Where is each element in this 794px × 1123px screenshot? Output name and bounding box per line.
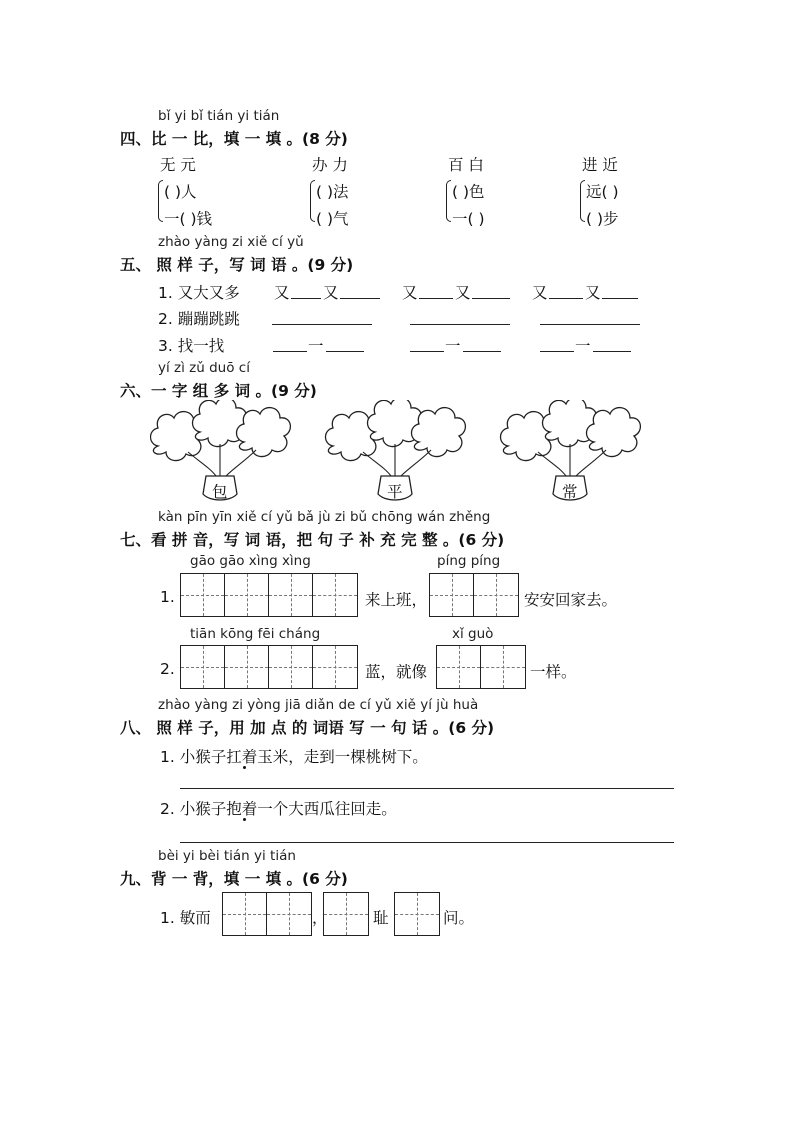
- s4-brace-3: [446, 180, 451, 222]
- s8-q1-answer-line[interactable]: [180, 788, 674, 789]
- s5-item3-char3: 一: [575, 337, 591, 355]
- s9-q1-grid3[interactable]: [394, 892, 440, 936]
- grid-cell[interactable]: [267, 893, 311, 935]
- s5-item1-blank5[interactable]: [549, 298, 583, 299]
- grid-cell[interactable]: [395, 893, 439, 935]
- grid-cell[interactable]: [269, 574, 313, 616]
- s5-pinyin: zhào yàng zi xiě cí yǔ: [158, 234, 304, 250]
- s9-q1-grid1[interactable]: [222, 892, 312, 936]
- s6-char-2: 平: [387, 483, 403, 501]
- s4-title: 四、比 一 比，填 一 填 。(8 分): [120, 130, 348, 148]
- s4-pair-head-3: 百 白: [448, 156, 484, 174]
- word-tree-diagram: [150, 400, 710, 510]
- grid-cell[interactable]: [313, 574, 357, 616]
- grid-cell[interactable]: [225, 646, 269, 688]
- s5-item3-blank3[interactable]: [410, 351, 444, 352]
- s5-item1-char1: 又: [274, 284, 290, 302]
- s5-item3-blank4[interactable]: [463, 351, 501, 352]
- s9-q1-start: 1. 敏而: [160, 909, 211, 927]
- grid-cell[interactable]: [474, 574, 518, 616]
- grid-cell[interactable]: [324, 893, 368, 935]
- s4-pair2-row2[interactable]: ( )气: [316, 210, 349, 228]
- grid-cell[interactable]: [269, 646, 313, 688]
- s7-q1-grid2[interactable]: [429, 573, 519, 617]
- s4-pair4-row2[interactable]: ( )步: [586, 210, 619, 228]
- grid-cell[interactable]: [225, 574, 269, 616]
- s7-q2-pinyin1: tiān kōng fēi cháng: [190, 626, 321, 642]
- s4-pair2-row1[interactable]: ( )法: [316, 183, 349, 201]
- tree-3-cloud-right: [587, 408, 641, 457]
- s8-q2-answer-line[interactable]: [180, 842, 674, 843]
- s9-q1-mid: 耻: [373, 909, 389, 927]
- grid-cell[interactable]: [430, 574, 474, 616]
- s4-pinyin: bǐ yi bǐ tián yi tián: [158, 108, 280, 124]
- s9-q1-end: 问。: [443, 909, 475, 927]
- grid-cell[interactable]: [437, 646, 481, 688]
- s7-pinyin: kàn pīn yīn xiě cí yǔ bǎ jù zi bǔ chōng wán zhěng: [158, 509, 491, 525]
- s6-title: 六、一 字 组 多 词 。(9 分): [120, 382, 317, 400]
- s5-item1-char5: 又: [532, 284, 548, 302]
- tree-2-cloud-mid: [368, 400, 422, 447]
- s7-q1-num: 1.: [160, 588, 175, 606]
- s5-item1-blank1[interactable]: [291, 298, 321, 299]
- tree-1-cloud-right: [237, 408, 291, 457]
- s9-q1-grid2[interactable]: [323, 892, 369, 936]
- tree-1-cloud-mid: [193, 400, 247, 447]
- tree-3-cloud-mid: [543, 400, 597, 447]
- s5-item2-label: 2. 蹦蹦跳跳: [158, 310, 240, 328]
- s7-q1-end: 安安回家去。: [524, 591, 618, 609]
- s6-pinyin: yí zì zǔ duō cí: [158, 360, 250, 376]
- s5-item3-blank6[interactable]: [593, 351, 631, 352]
- s8-pinyin: zhào yàng zi yòng jiā diǎn de cí yǔ xiě yí jù huà: [158, 697, 479, 713]
- s5-item2-blank3[interactable]: [540, 324, 640, 325]
- s7-q2-mid: 蓝，就像: [365, 663, 428, 681]
- grid-cell[interactable]: [481, 646, 525, 688]
- s9-q1-comma: ，: [312, 909, 328, 927]
- s5-item3-blank1[interactable]: [273, 351, 307, 352]
- s7-q2-num: 2.: [160, 660, 175, 678]
- s4-pair-head-2: 办 力: [312, 156, 348, 174]
- s7-q1-pinyin1: gāo gāo xìng xìng: [190, 553, 311, 569]
- s5-item3-label: 3. 找一找: [158, 337, 225, 355]
- s4-pair3-row2[interactable]: 一( ): [452, 210, 485, 228]
- s5-item2-blank2[interactable]: [410, 324, 510, 325]
- s5-item1-char4: 又: [455, 284, 471, 302]
- grid-cell[interactable]: [223, 893, 267, 935]
- s5-item1-blank4[interactable]: [472, 298, 510, 299]
- s7-q2-pinyin2: xǐ guò: [452, 626, 494, 642]
- tree-2-cloud-right: [412, 408, 466, 457]
- s4-pair-head-1: 无 元: [160, 156, 196, 174]
- s5-item1-char3: 又: [402, 284, 418, 302]
- s7-q1-pinyin2: píng píng: [437, 553, 501, 569]
- s5-item1-blank3[interactable]: [419, 298, 453, 299]
- s5-item1-blank2[interactable]: [340, 298, 380, 299]
- s5-item1-blank6[interactable]: [602, 298, 638, 299]
- s4-pair3-row1[interactable]: ( )色: [452, 183, 485, 201]
- s8-q1: 1. 小猴子扛着玉米，走到一棵桃树下。: [160, 748, 428, 766]
- s5-item1-char2: 又: [323, 284, 339, 302]
- s5-item1-char6: 又: [585, 284, 601, 302]
- s4-pair1-row1[interactable]: ( )人: [164, 183, 197, 201]
- grid-cell[interactable]: [313, 646, 357, 688]
- s4-pair-head-4: 进 近: [582, 156, 618, 174]
- s9-title: 九、背 一 背，填 一 填 。(6 分): [120, 870, 348, 888]
- s5-item1-label: 1. 又大又多: [158, 284, 240, 302]
- emphasis-dot: [243, 766, 246, 769]
- s4-brace-4: [580, 180, 585, 222]
- s7-title: 七、看 拼 音，写 词 语，把 句 子 补 充 完 整 。(6 分): [120, 531, 505, 549]
- s7-q2-grid1[interactable]: [180, 645, 358, 689]
- s5-item3-char1: 一: [308, 337, 324, 355]
- s9-pinyin: bèi yi bèi tián yi tián: [158, 848, 296, 864]
- s5-item3-blank2[interactable]: [326, 351, 364, 352]
- s4-pair1-row2[interactable]: 一( )钱: [164, 210, 213, 228]
- s5-item3-blank5[interactable]: [540, 351, 574, 352]
- grid-cell[interactable]: [181, 574, 225, 616]
- s7-q1-mid: 来上班，: [365, 591, 428, 609]
- emphasis-dot: [243, 818, 246, 821]
- s8-title: 八、 照 样 子，用 加 点 的 词语 写 一 句 话 。(6 分): [120, 719, 495, 737]
- s4-brace-1: [158, 180, 163, 222]
- s7-q1-grid1[interactable]: [180, 573, 358, 617]
- s4-brace-2: [310, 180, 315, 222]
- s5-title: 五、 照 样 子，写 词 语 。(9 分): [120, 256, 354, 274]
- s5-item3-char2: 一: [445, 337, 461, 355]
- grid-cell[interactable]: [181, 646, 225, 688]
- s7-q2-grid2[interactable]: [436, 645, 526, 689]
- s7-q2-end: 一样。: [530, 663, 577, 681]
- s5-item2-blank1[interactable]: [272, 324, 372, 325]
- s4-pair4-row1[interactable]: 远( ): [586, 183, 619, 201]
- s6-char-3: 常: [562, 483, 578, 501]
- s8-q2: 2. 小猴子抱着一个大西瓜往回走。: [160, 800, 397, 818]
- s6-char-1: 包: [212, 483, 228, 501]
